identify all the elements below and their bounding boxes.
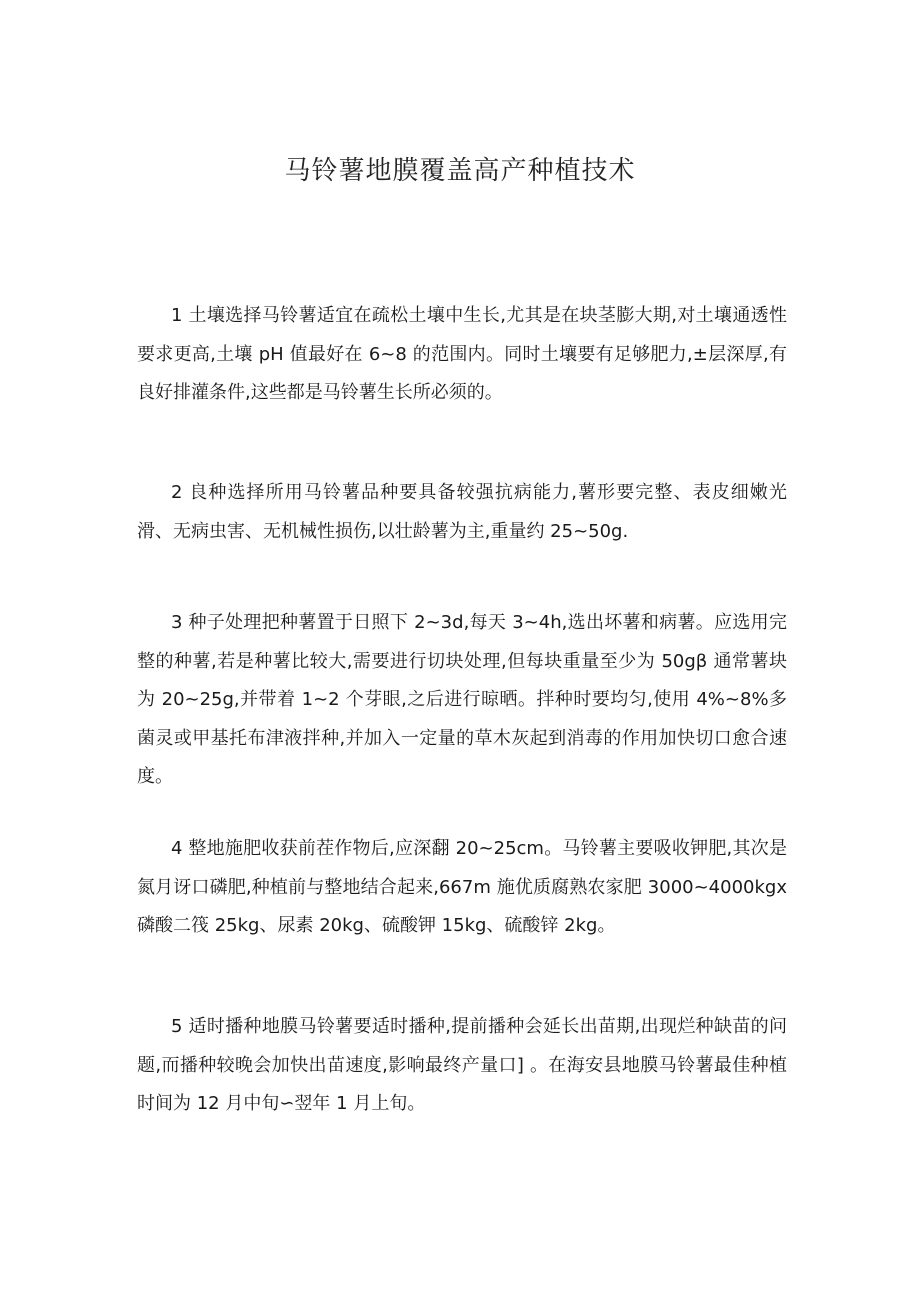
paragraph-seed-variety: 2 良种选择所用马铃薯品种要具备较强抗病能力,薯形要完整、表皮细嫩光滑、无病虫害、无机械性损伤,以壮龄薯为主,重量约 25~50g.	[137, 482, 787, 542]
document-title: 马铃薯地膜覆盖高产种植技术	[284, 156, 636, 186]
paragraph-soil-fertilization: 4 整地施肥收获前茬作物后,应深翻 20~25cm。马铃薯主要吸收钾肥,其次是氮月讶口磷肥,种植前与整地结合起来,667m 施优质腐熟农家肥 3000~4000kgx 磷酸二筏 25kg、尿素 20kg、硫酸钾 15kg、硫酸锌 2kg。	[137, 838, 787, 936]
paragraph-soil-selection: 1 土壤选择马铃薯适宜在疏松土壤中生长,尤其是在块茎膨大期,对土壤通透性要求更高,土壤 pH 值最好在 6~8 的范围内。同时土壤要有足够肥力,±层深厚,有良好排灌条件,这些都是马铃薯生长所必须的。	[137, 305, 787, 403]
paragraph-sowing-time: 5 适时播种地膜马铃薯要适时播种,提前播种会延长出苗期,出现烂种缺苗的问题,而播种较晚会加快出苗速度,影响最终产量口] 。在海安县地膜马铃薯最佳种植时间为 12 月中旬∽翌年 1 月上旬。	[137, 1016, 787, 1114]
paragraph-seed-treatment: 3 种子处理把种薯置于日照下 2~3d,每天 3~4h,选出坏薯和病薯。应选用完整的种薯,若是种薯比较大,需要进行切块处理,但每块重量至少为 50gβ 通常薯块为 20~25g,并带着 1~2 个芽眼,之后进行晾晒。拌种时要均匀,使用 4%~8%多菌灵或甲基托布津液拌种,并加入一定量的草木灰起到消毒的作用加快切口愈合速度。	[137, 612, 787, 787]
